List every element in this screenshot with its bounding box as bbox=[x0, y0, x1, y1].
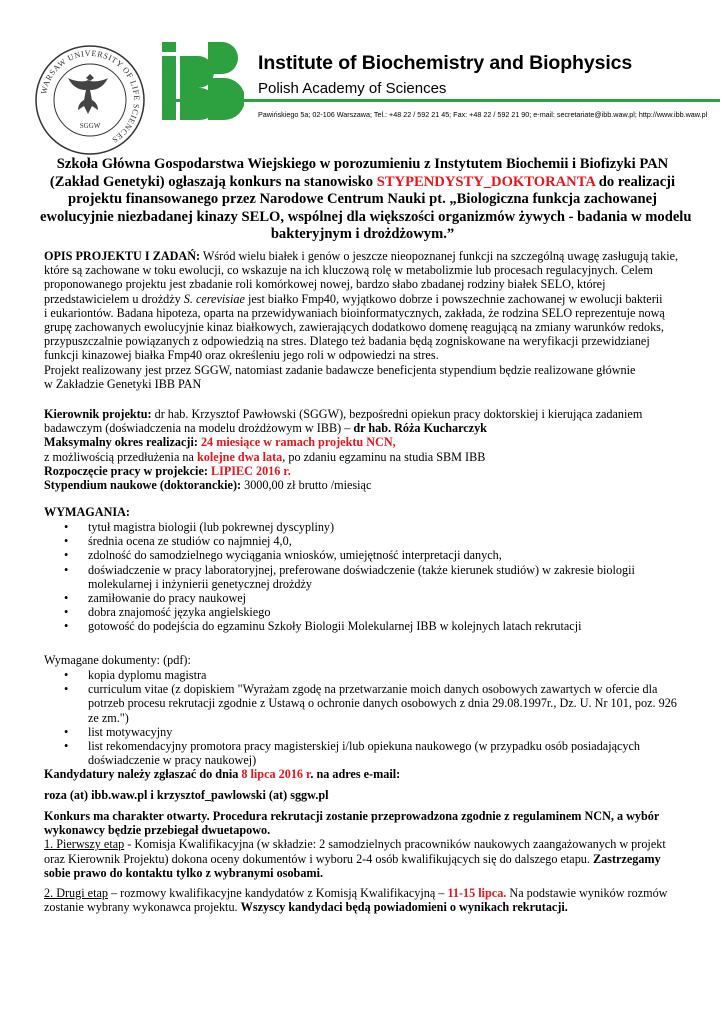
list-item: • średnia ocena ze studiów co najmniej 4,0, bbox=[64, 534, 292, 549]
project-description-label: OPIS PROJEKTU I ZADAŃ: bbox=[44, 249, 201, 263]
ibb-logo bbox=[162, 42, 244, 120]
project-manager: Kierownik projektu: dr hab. Krzysztof Pawłowski (SGGW), bezpośredni opiekun pracy doktorskiej i kierująca zadaniem bbox=[44, 407, 643, 421]
documents-heading: Wymagane dokumenty: (pdf): bbox=[44, 653, 191, 667]
start-date: Rozpoczęcie pracy w projekcie: LIPIEC 2016 r. bbox=[44, 463, 291, 478]
announcement-headline bbox=[40, 156, 692, 244]
headline-line-5: bakteryjnym i drożdżowym.” bbox=[270, 226, 455, 242]
headline-line-4: ewolucyjnie niezbadanej kinazy SELO, wspólnej dla większości organizmów żywych - badania w modelu bbox=[40, 208, 692, 225]
species-name: S. cerevisiae bbox=[183, 291, 245, 306]
list-item: • zamiłowanie do pracy naukowej bbox=[64, 591, 247, 606]
header-divider bbox=[162, 99, 720, 102]
documents-list bbox=[64, 668, 694, 767]
stage-2: 2. Drugi etap – rozmowy kwalifikacyjne kandydatów z Komisją Kwalifikacyjną – 11-15 lipca. Na podstawie wyników rozmów zostanie wybrany wykonawca projektu. Wszyscy kandydaci będą powiadomieni o wynikach rekrutacji. bbox=[44, 886, 668, 915]
list-item-continuation: molekularnej i inżynierii genetycznej drożdży bbox=[88, 576, 313, 591]
list-item: • kopia dyplomu magistra bbox=[64, 668, 207, 682]
project-description: OPIS PROJEKTU I ZADAŃ: Wśród wielu białek i genów o jeszcze nieopoznanej funkcji na szczególną uwagę zasługują takie, które są zachowane w toku ewolucji, co wskazuje na ich kluczową rolę w metabolizmie lub procesach regulacyjnych. Celem proponowanego projektu jest zbadanie roli komórkowej nowej, bardzo słabo zbadanej rodziny białek SELO, której przedstawicielem u drożdży S. cerevisiae jest białko Fmp40, wyjątkowo dobrze i powszechnie zachowanej w ewolucji bakterii i eukariontów. Badana hipoteza, oparta na przewidywaniach bioinformatycznych, zakłada, że rodzina SELO reprezentuje nową grupę zachowanych ewolucyjnie kinaz białkowych, zawierających dodatkowo domenę reagującą na zmiany warunków redoks, przypuszczalnie powiązanych z odpowiedzią na stres. Dlatego też badania będą zogniskowane na weryfikacji przewidzianej funkcji kinazowej białka Fmp40 oraz określeniu jego roli w odpowiedzi na stres. Projekt realizowany jest przez SGGW, natomiast zadanie badawcze beneficjenta stypendium będzie realizowane głównie w Zakładzie Genetyki IBB PAN bbox=[44, 249, 679, 391]
list-item: • list motywacyjny bbox=[64, 724, 173, 739]
seal-abbr: SGGW bbox=[79, 122, 101, 130]
headline-line-1: Szkoła Główna Gospodarstwa Wiejskiego w porozumieniu z Instytutem Biochemii i Biofizyki PAN bbox=[56, 156, 669, 172]
project-details: Kierownik projektu: dr hab. Krzysztof Pawłowski (SGGW), bezpośredni opiekun pracy doktorskiej i kierująca zadaniem badawczym (doświadczenia na modelu drożdżowym w IBB) – dr hab. Róża Kucharczyk Maksymalny okres realizacji: 24 miesiące w ramach projektu NCN, z możliwością przedłużenia na kolejne dwa lata, po zdaniu egzaminu na studia SBM IBB Rozpoczęcie pracy w projekcie: LIPIEC 2016 r. Stypendium naukowe (doktoranckie): 3000,00 zł brutto /miesiąc bbox=[44, 407, 684, 492]
list-item: • list rekomendacyjny promotora pracy magisterskiej i/lub opiekuna naukowego (w przypadku osób posiadających bbox=[64, 739, 641, 754]
contact-line: Pawińskiego 5a; 02-106 Warszawa; Tel.: +48 22 / 592 21 45; Fax: +48 22 / 592 21 90; e-mail: secretariate@ibb.waw.pl; http://www.ibb.waw.pl bbox=[258, 110, 708, 119]
headline-line-3: projektu finansowanego przez Narodowe Centrum Nauki pt. „Biologiczna funkcja zachowanej bbox=[68, 191, 657, 207]
requirements-heading: WYMAGANIA: bbox=[44, 505, 130, 519]
institute-name: Institute of Biochemistry and Biophysics bbox=[258, 52, 633, 74]
list-item-continuation: potrzeb procesu rekrutacji zgodnie z Ustawą o ochronie danych osobowych z dnia 29.08.1997r., Dz. U. Nr 101, poz. 926 bbox=[88, 696, 677, 711]
application-emails: roza (at) ibb.waw.pl i krzysztof_pawlowski (at) sggw.pl bbox=[44, 788, 329, 802]
requirements-list bbox=[64, 520, 694, 634]
list-item-continuation: ze zm.") bbox=[88, 710, 129, 725]
academy-name: Polish Academy of Sciences bbox=[258, 80, 447, 97]
competition-info: Konkurs ma charakter otwarty. Procedura rekrutacji zostanie przeprowadzona zgodnie z regulaminem NCN, a wybór wykonawcy będzie przebiegał dwuetapowo. 1. Pierwszy etap - Komisja Kwalifikacyjna (w składzie: 2 samodzielnych pracowników naukowych zaangażowanych w projekt oraz Kierownik Projektu) dokona oceny dokumentów i wyboru 2-4 osób kwalifikujących się do dalszego etapu. Zastrzegamy sobie prawo do kontaktu tylko z wybranymi osobami. bbox=[44, 809, 684, 880]
stage-1: 1. Pierwszy etap - Komisja Kwalifikacyjna (w składzie: 2 samodzielnych pracowników naukowych zaangażowanych w projekt bbox=[44, 837, 666, 852]
sggw-seal-logo bbox=[34, 44, 146, 156]
list-item: • gotowość do podejścia do egzaminu Szkoły Biologii Molekularnej IBB w kolejnych latach rekrutacji bbox=[64, 619, 582, 634]
list-item: • doświadczenie w pracy laboratoryjnej, preferowane doświadczenie (także kierunek studiów) w zakresie biologii bbox=[64, 562, 635, 577]
stipend: Stypendium naukowe (doktoranckie): 3000,00 zł brutto /miesiąc bbox=[44, 478, 372, 493]
list-item: • curriculum vitae (z dopiskiem "Wyrażam zgodę na przetwarzanie moich danych osobowych zawartych w ofercie dla bbox=[64, 682, 658, 697]
list-item-continuation: doświadczenie w pracy naukowej) bbox=[88, 753, 257, 768]
headline-line-2: (Zakład Genetyki) ogłaszają konkurs na stanowisko STYPENDYSTY_DOKTORANTA do realizacji bbox=[49, 173, 676, 190]
list-item: • tytuł magistra biologii (lub pokrewnej dyscypliny) bbox=[64, 520, 335, 534]
list-item: • zdolność do samodzielnego wyciągania wniosków, umiejętność interpretacji danych, bbox=[64, 548, 502, 563]
seal-ring-text: WARSAW UNIVERSITY OF LIFE SCIENCES bbox=[39, 48, 142, 145]
application-deadline: Kandydatury należy zgłaszać do dnia 8 lipca 2016 r. na adres e-mail: bbox=[44, 767, 401, 781]
max-duration: Maksymalny okres realizacji: 24 miesiące w ramach projektu NCN, bbox=[44, 435, 396, 450]
list-item: • dobra znajomość języka angielskiego bbox=[64, 605, 271, 620]
position-title: STYPENDYSTY_DOKTORANTA bbox=[376, 173, 596, 190]
